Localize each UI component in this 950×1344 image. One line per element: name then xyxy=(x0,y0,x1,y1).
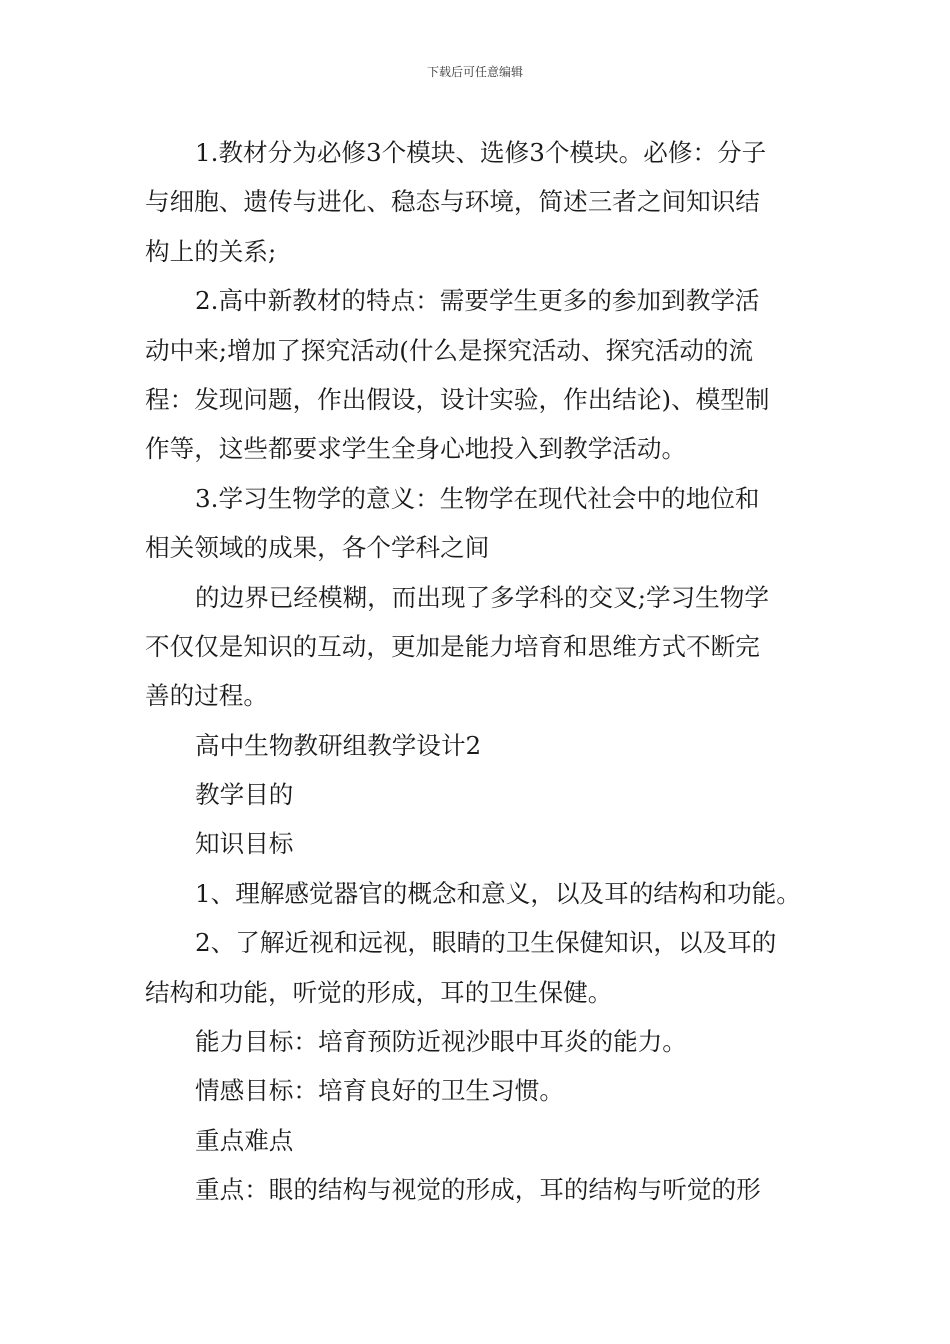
section-heading: 教学目的 xyxy=(195,780,294,810)
list-item: 2、了解近视和远视，眼睛的卫生保健知识，以及耳的 xyxy=(195,928,777,958)
paragraph-line: 动中来;增加了探究活动(什么是探究活动、探究活动的流 xyxy=(145,335,754,365)
paragraph-line: 作等，这些都要求学生全身心地投入到教学活动。 xyxy=(145,434,687,464)
section-heading: 重点难点 xyxy=(195,1125,294,1155)
section-heading: 知识目标 xyxy=(195,829,294,859)
paragraph-line: 不仅仅是知识的互动，更加是能力培育和思维方式不断完 xyxy=(145,631,760,661)
document-body xyxy=(145,128,810,1215)
paragraph-line: 能力目标：培育预防近视沙眼中耳炎的能力。 xyxy=(195,1027,687,1057)
paragraph-line: 重点：眼的结构与视觉的形成，耳的结构与听觉的形 xyxy=(195,1175,761,1205)
page-header: 下载后可任意编辑 xyxy=(426,65,523,79)
paragraph-line: 相关领域的成果，各个学科之间 xyxy=(145,533,490,563)
paragraph-line: 结构和功能，听觉的形成，耳的卫生保健。 xyxy=(145,977,613,1007)
paragraph-line: 情感目标：培育良好的卫生习惯。 xyxy=(195,1076,564,1106)
list-item: 1、理解感觉器官的概念和意义，以及耳的结构和功能。 xyxy=(195,878,801,908)
paragraph-line: 3.学习生物学的意义：生物学在现代社会中的地位和 xyxy=(195,483,760,513)
paragraph-line: 1.教材分为必修3个模块、选修3个模块。必修：分子 xyxy=(195,138,767,167)
paragraph-line: 的边界已经模糊，而出现了多学科的交叉;学习生物学 xyxy=(195,582,769,612)
section-title: 高中生物教研组教学设计2 xyxy=(195,730,482,760)
paragraph-line: 2.高中新教材的特点：需要学生更多的参加到教学活 xyxy=(195,286,760,316)
paragraph-line: 与细胞、遗传与进化、稳态与环境，简述三者之间知识结 xyxy=(145,187,760,217)
paragraph-line: 善的过程。 xyxy=(145,681,268,711)
paragraph-line: 构上的关系; xyxy=(145,236,277,266)
paragraph-line: 程：发现问题，作出假设，设计实验，作出结论)、模型制 xyxy=(145,384,770,414)
